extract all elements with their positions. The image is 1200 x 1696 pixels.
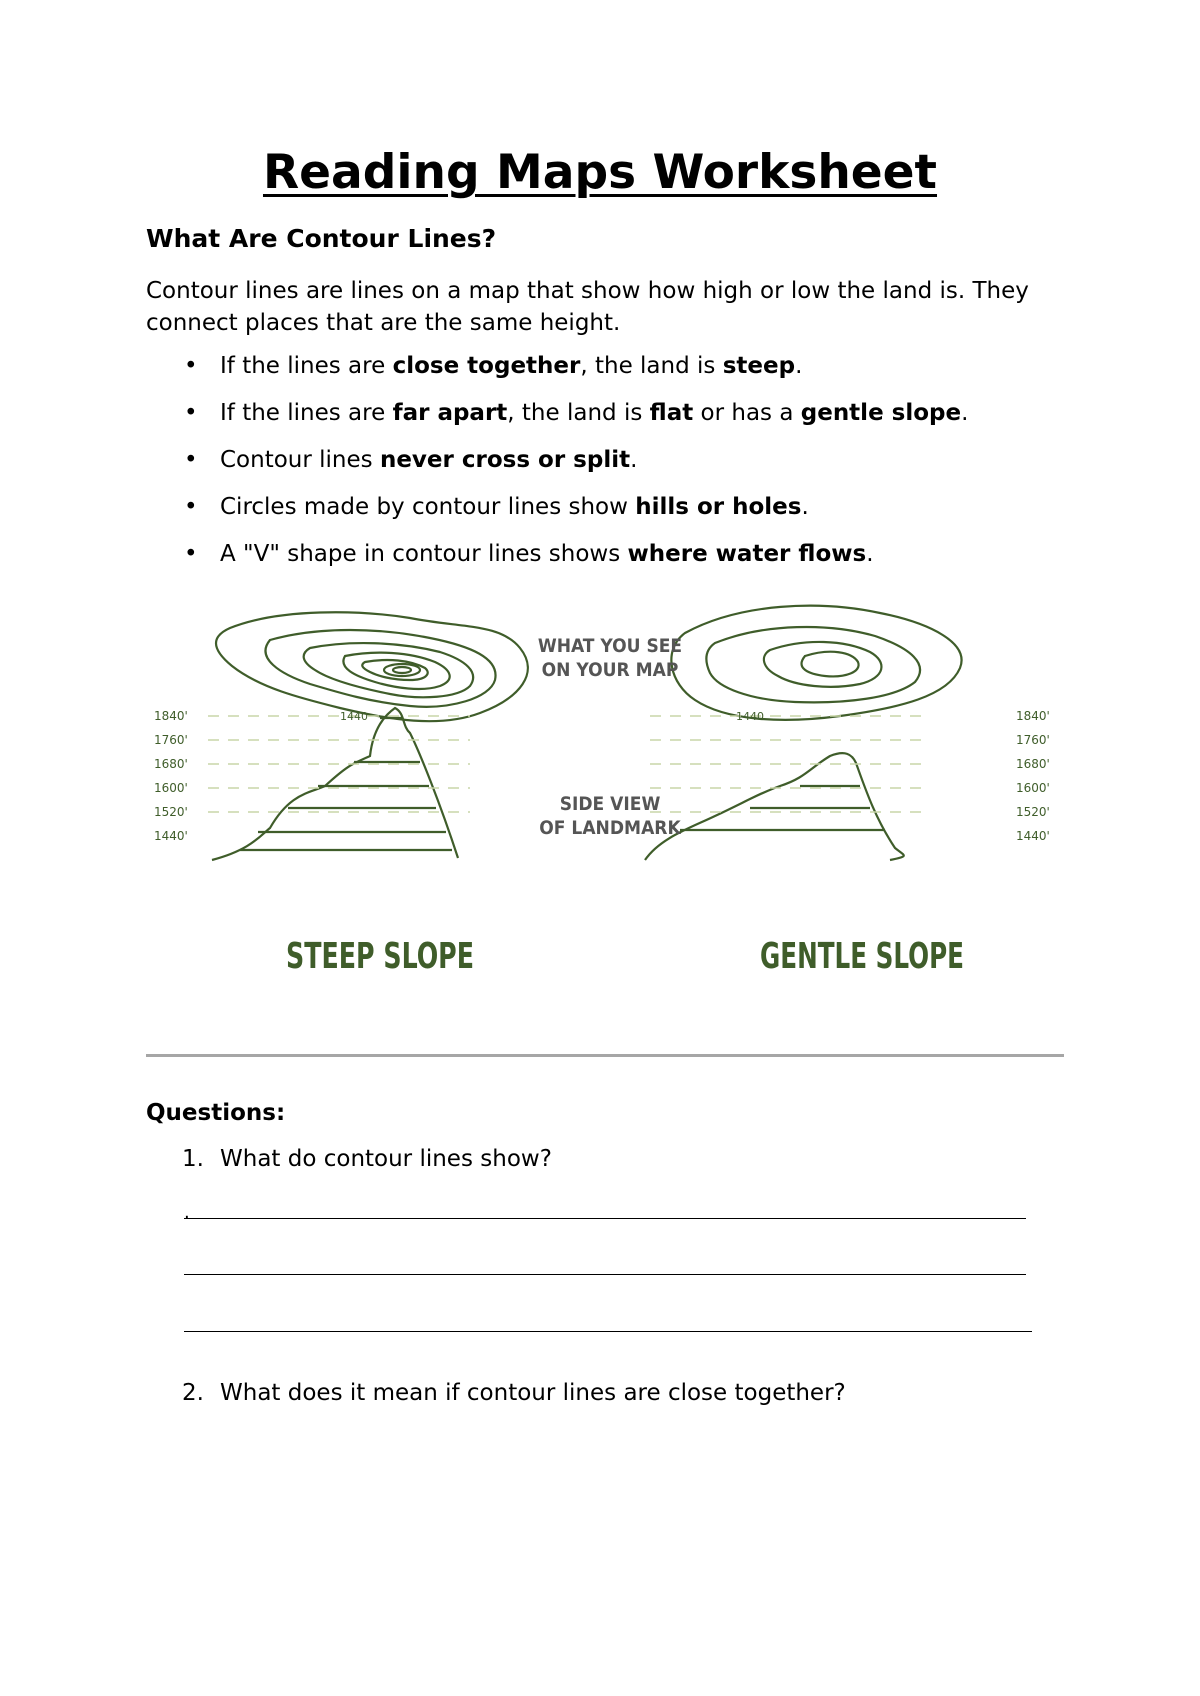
list-item: • Circles made by contour lines show hills or holes. <box>184 494 809 520</box>
svg-text:1760': 1760' <box>1016 733 1050 747</box>
svg-text:1440': 1440' <box>154 829 188 843</box>
center-caption-side-1: SIDE VIEW <box>559 793 661 815</box>
gentle-map-label: 1440 <box>736 710 764 723</box>
section-heading: What Are Contour Lines? <box>146 224 497 253</box>
svg-text:1760': 1760' <box>154 733 188 747</box>
svg-text:1520': 1520' <box>1016 805 1050 819</box>
intro-paragraph: Contour lines are lines on a map that show how high or low the land is. They connect places that are the same height. <box>146 278 1029 336</box>
svg-text:1680': 1680' <box>154 757 188 771</box>
svg-text:1600': 1600' <box>154 781 188 795</box>
right-elevation-labels <box>1016 709 1050 843</box>
gentle-side-profile <box>645 753 904 860</box>
answer-dot: . <box>184 1202 190 1223</box>
gentle-slope-caption: GENTLE SLOPE <box>760 936 964 977</box>
gentle-map-contours <box>671 606 961 720</box>
answer-line[interactable] <box>184 1218 1026 1219</box>
questions-heading: Questions: <box>146 1100 286 1126</box>
steep-map-label: 1440 <box>340 710 368 723</box>
question-2: 2. What does it mean if contour lines are close together? <box>182 1380 846 1406</box>
list-item: • If the lines are close together, the land is steep. <box>184 353 803 379</box>
answer-line[interactable] <box>184 1274 1026 1275</box>
left-elevation-labels <box>154 709 188 843</box>
svg-text:1840': 1840' <box>1016 709 1050 723</box>
steep-map-contours <box>216 612 528 721</box>
center-caption-map-1: WHAT YOU SEE <box>537 635 683 657</box>
center-caption-map-2: ON YOUR MAP <box>541 659 679 681</box>
question-1: 1. What do contour lines show? <box>182 1146 552 1172</box>
svg-text:1520': 1520' <box>154 805 188 819</box>
list-item: • If the lines are far apart, the land is flat or has a gentle slope. <box>184 400 969 426</box>
steep-slope-caption: STEEP SLOPE <box>286 936 474 977</box>
list-item: • Contour lines never cross or split. <box>184 447 638 473</box>
steep-side-profile <box>212 708 458 860</box>
divider <box>146 1054 1064 1057</box>
page-title: Reading Maps Worksheet <box>262 145 938 200</box>
svg-text:1440': 1440' <box>1016 829 1050 843</box>
answer-line[interactable] <box>184 1331 1032 1332</box>
svg-text:1600': 1600' <box>1016 781 1050 795</box>
center-caption-side-2: OF LANDMARK <box>539 817 681 839</box>
contour-illustration <box>140 588 1060 998</box>
svg-text:1680': 1680' <box>1016 757 1050 771</box>
list-item: • A "V" shape in contour lines shows where water flows. <box>184 541 874 567</box>
bullet-list <box>146 350 968 585</box>
svg-text:1840': 1840' <box>154 709 188 723</box>
